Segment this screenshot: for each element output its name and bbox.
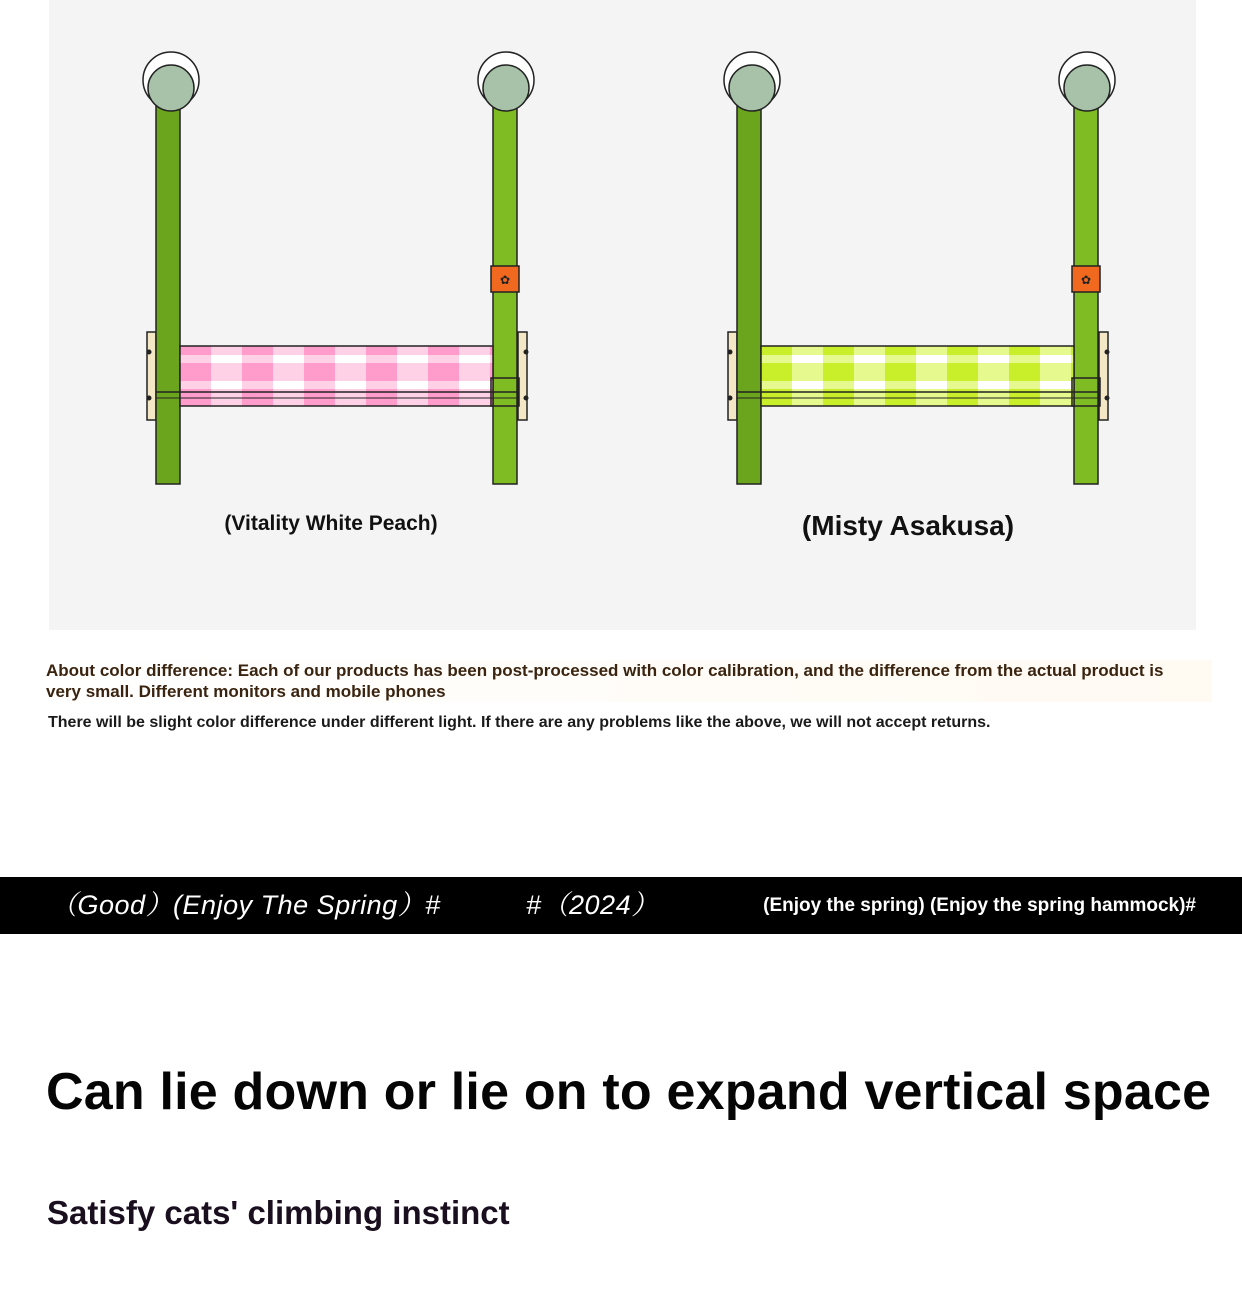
svg-text:✿: ✿ <box>1080 273 1092 287</box>
banner-left-text: （Good）(Enjoy The Spring）# <box>50 890 441 920</box>
color-difference-notice: About color difference: Each of our products has been post-processed with color calibration, and the difference from the actual product is very small. Different monitors and mobile phones <box>46 660 1212 702</box>
pole-left <box>737 100 761 484</box>
promo-banner <box>0 877 1242 934</box>
wood-bracket-left <box>728 332 737 420</box>
product-illustrations <box>49 0 1196 630</box>
wood-bracket-right <box>518 332 527 420</box>
subheadline: Satisfy cats' climbing instinct <box>47 1194 510 1231</box>
hammock-green <box>724 52 1115 484</box>
wood-bracket-left <box>147 332 156 420</box>
svg-text:✿: ✿ <box>499 273 511 287</box>
banner-right-text: (Enjoy the spring) (Enjoy the spring hammock)# <box>763 895 1196 916</box>
product-color-panel <box>49 0 1196 630</box>
hammock-pink <box>143 52 534 484</box>
product-name-vitality-white-peach: (Vitality White Peach) <box>224 512 438 535</box>
hammock-fabric <box>761 346 1074 406</box>
banner-middle-text: #（2024） <box>526 890 659 920</box>
headline: Can lie down or lie on to expand vertical space <box>46 1063 1212 1121</box>
wood-bracket-right <box>1099 332 1108 420</box>
product-name-misty-asakusa: (Misty Asakusa) <box>801 510 1015 541</box>
hammock-fabric <box>180 346 493 406</box>
pole-left <box>156 100 180 484</box>
returns-notice: There will be slight color difference under different light. If there are any problems like the above, we will not accept returns. <box>48 714 991 731</box>
